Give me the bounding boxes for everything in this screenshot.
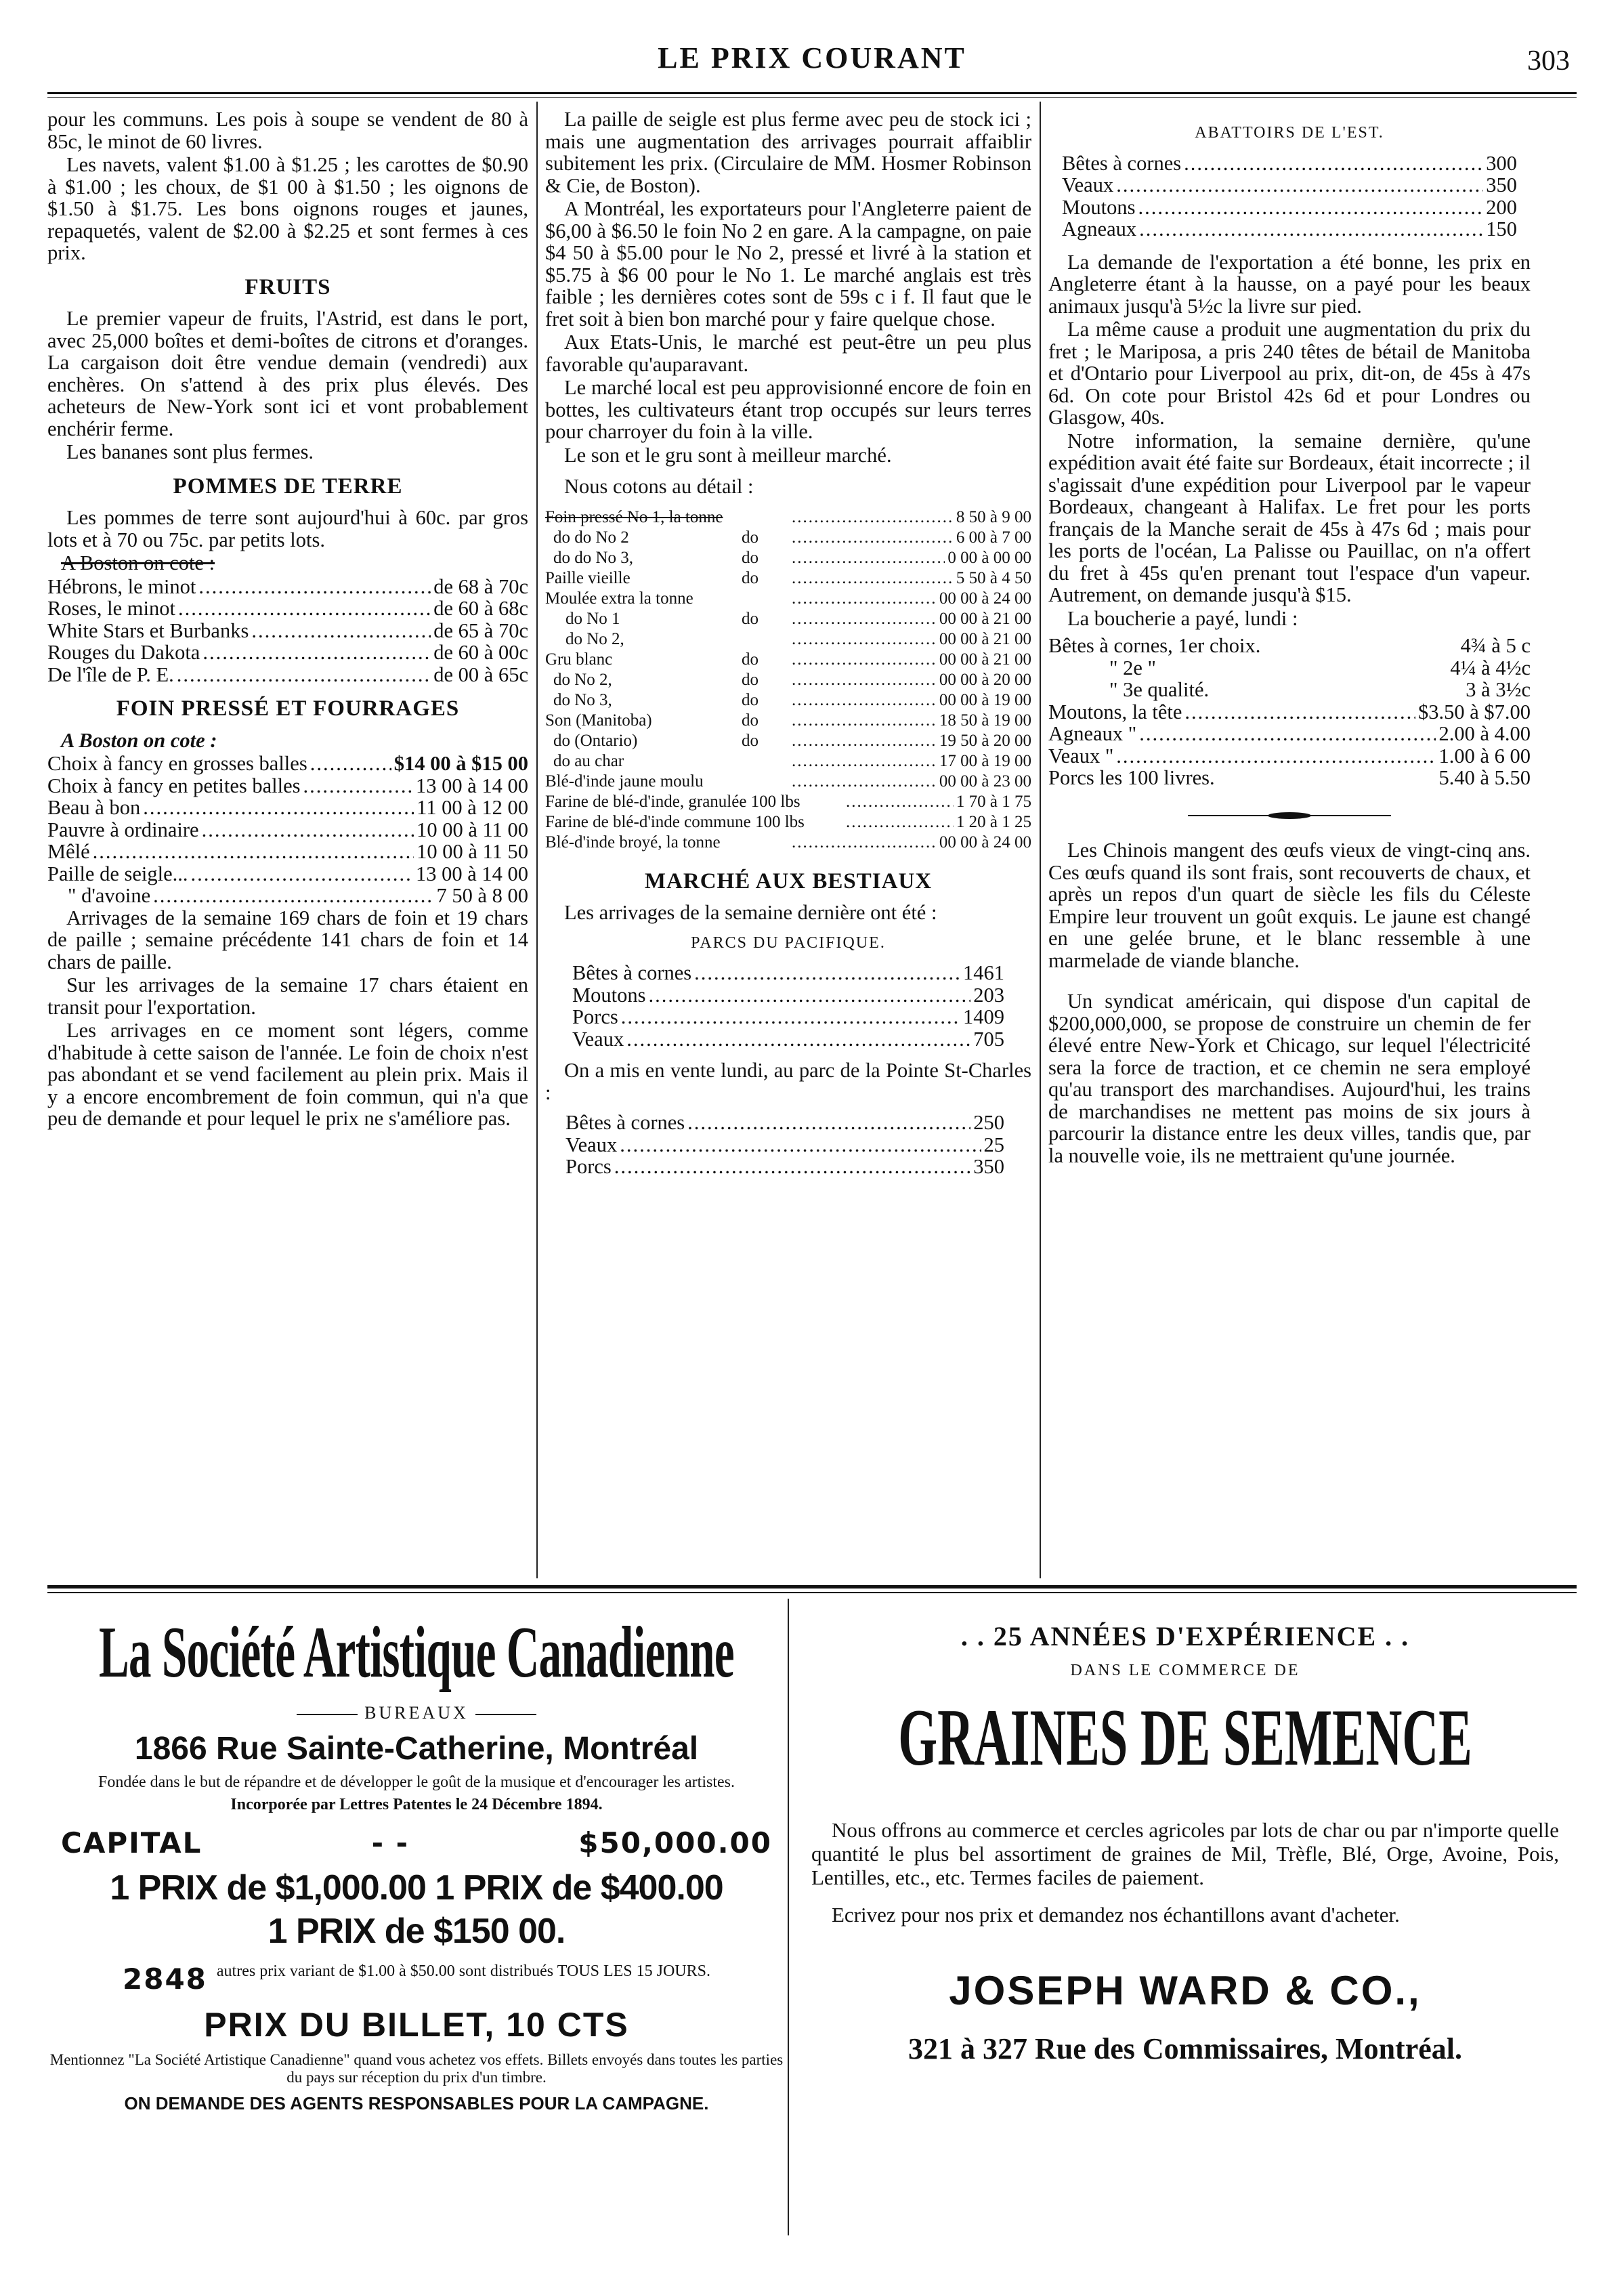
ad-incorporated: Incorporée par Lettres Patentes le 24 Décembre 1894. [230,1796,603,1813]
paragraph: Les arrivages en ce moment sont légers, comme d'habitude à cette saison de l'année. Le foin de choix n'est pas abondant et se vend facilement au plein prix. Mais il y a encore encombrement de foin commun, qui n'a que peu de demande et pour lequel le prix ne s'améliore pas. [47,1019,528,1130]
abattoirs-table [1048,152,1531,240]
paragraph: Arrivages de la semaine 169 chars de foin et 19 chars de paille ; semaine précédente 141 chars de foin et 14 chars de paille. [47,906,528,973]
ad-company-address: 321 à 327 Rue des Commissaires, Montréal. [908,2032,1462,2065]
ad-address: 1866 Rue Sainte-Catherine, Montréal [134,1731,699,1767]
subheading-parcs: PARCS DU PACIFIQUE. [691,933,886,952]
ad-ticket-price: PRIX DU BILLET, 10 CTS [204,2006,629,2044]
table-row: do No 2, ..... 00 00 à 21 00 [545,629,1031,650]
ad-founded: Fondée dans le but de répandre et de développer le goût de la musique et d'encourager les artistes. [98,1773,735,1791]
table-row: " 3e qualité. 3 à 3½c [1109,678,1531,701]
price-row: Mêlé ..... 10 00 à 11 50 [47,841,528,863]
ad-distribution: 2848 autres prix variant de $1.00 à $50.00 sont distribués TOUS LES 15 JOURS. [123,1962,710,1996]
table-row: Farine de blé-d'inde, granulée 100 lbs ..... 1 70 à 1 75 [545,792,1031,812]
table-row: Porcs les 100 livres. 5.40 à 5.50 [1048,766,1531,789]
price-row: De l'île de P. E. ..... de 00 à 65c [47,664,528,686]
paragraph: On a mis en vente lundi, au parc de la Pointe St-Charles : [545,1059,1031,1104]
table-row: " 2e " 4¼ à 4½c [1109,656,1531,679]
paragraph: Le son et le gru sont à meilleur marché. [564,443,892,467]
table-row: do au char ..... 17 00 à 19 00 [545,751,1031,772]
header-rule-thin [47,97,1577,98]
paragraph: pour les communs. Les pois à soupe se vendent de 80 à 85c, le minot de 60 livres. [47,108,528,153]
ornament-divider [1048,803,1531,825]
ornament-rule-icon [1188,811,1391,820]
ad-bureaux: BUREAUX [47,1703,786,1723]
paragraph: Les arrivages de la semaine dernière ont été : [564,901,937,924]
table-row: Paille vieille do ..... 5 50 à 4 50 [545,568,1031,589]
price-row: Choix à fancy en grosses balles ..... $14 00 à $15 00 [47,753,528,775]
column-1 [47,108,528,1131]
section-heading-bestiaux: MARCHÉ AUX BESTIAUX [644,868,933,893]
table-row: Foin pressé No 1, la tonne ..... 8 50 à 9 00 [545,507,1031,528]
ad-agents: ON DEMANDE DES AGENTS RESPONSABLES POUR LA CAMPAGNE. [124,2093,709,2113]
ad-graines-semence [792,1612,1578,2235]
ad-offer: Nous offrons au commerce et cercles agricoles par lots de char ou par n'importe quelle quantité le plus bel assortiment de graines de Mil, Trèfle, Blé, Orge, Avoine, Pois, Lentilles, etc., etc. Termes faciles de paiement. [811,1818,1559,1889]
journal-title: LE PRIX COURANT [658,41,966,75]
pointe-table [545,1105,1031,1178]
price-row: Hébrons, le minot ..... de 68 à 70c [47,576,528,598]
column-divider [536,102,538,1578]
price-row: Paille de seigle... ..... 13 00 à 14 00 [47,863,528,885]
detail-price-table [545,507,1031,853]
table-row: Porcs ..... 350 [565,1156,1004,1178]
ad-years: . . 25 ANNÉES D'EXPÉRIENCE . . [960,1621,1410,1652]
paragraph: Nous cotons au détail : [564,475,754,498]
column-2 [545,108,1031,1178]
page-header [47,35,1577,89]
table-row: do do No 3, do ..... 0 00 à 00 00 [545,548,1031,568]
table-row: Porcs ..... 1409 [572,1006,1004,1028]
price-row: Roses, le minot ..... de 60 à 68c [47,597,528,620]
paragraph: Le marché local est peu approvisionné encore de foin en bottes, les cultivateurs étant trop occupés sur leurs terres pour charroyer du foin à la ville. [545,376,1031,443]
table-row: Bêtes à cornes ..... 300 [1062,152,1517,175]
paragraph: Un syndicat américain, qui dispose d'un capital de $200,000,000, se propose de construire un chemin de fer élevé entre New-York et Chicago, sur lequel l'électricité sera la force de traction, et ce chemin ne sera employé qu'au transport des marchandises. Aujourd'hui, les trains de marchandises ne mettent pas moins de six jours à parcourir la distance entre les deux villes, tandis que, par la nouvelle voie, ils ne mettraient qu'une journée. [1048,990,1531,1167]
table-row: Moutons ..... 203 [572,984,1004,1007]
price-row: Pauvre à ordinaire ..... 10 00 à 11 00 [47,819,528,841]
table-row: Agneaux ..... 150 [1062,218,1517,240]
ad-capital: CAPITAL - - $50,000.00 [61,1826,772,1859]
paragraph: Aux Etats-Unis, le marché est peut-être un peu plus favorable qu'auparavant. [545,331,1031,376]
parcs-table [545,962,1031,1050]
paragraph: Sur les arrivages de la semaine 17 chars étaient en transit pour l'exportation. [47,973,528,1019]
table-row: do do No 2 do ..... 6 00 à 7 00 [545,528,1031,548]
boston-label: A Boston on cote : [61,728,217,752]
price-row: " d'avoine ..... 7 50 à 8 00 [47,885,528,907]
table-row: do No 1 do ..... 00 00 à 21 00 [545,609,1031,629]
subheading-abattoirs: ABATTOIRS DE L'EST. [1195,124,1384,142]
ad-dans: DANS LE COMMERCE DE [1070,1662,1300,1679]
section-heading-foin: FOIN PRESSÉ ET FOURRAGES [116,696,460,721]
table-row: Moutons, la tête ..... $3.50 à $7.00 [1048,701,1531,723]
boston-label: A Boston on cote : [61,551,215,574]
section-heading-pommes: POMMES DE TERRE [173,474,403,499]
ad-graines: GRAINES DE SEMENCE [898,1692,1472,1782]
ad-name: La Société Artistique Canadienne [98,1612,735,1693]
header-rule [47,92,1577,94]
ad-mention: Mentionnez "La Société Artistique Canadienne" quand vous achetez vos effets. Billets envoyés dans toutes les parties du pays sur réception du prix d'un timbre. [49,2051,784,2086]
table-row: Bêtes à cornes ..... 250 [565,1112,1004,1134]
table-row: Farine de blé-d'inde commune 100 lbs ..... 1 20 à 1 25 [545,812,1031,833]
table-row: Bêtes à cornes, 1er choix. 4¾ à 5 c [1048,634,1531,657]
price-row: Beau à bon ..... 11 00 à 12 00 [47,797,528,819]
column-divider [1040,102,1041,1578]
paragraph: La paille de seigle est plus ferme avec peu de stock ici ; mais une augmentation des arrivages pourrait affaiblir subitement les prix. (Circulaire de MM. Hosmer Robinson & Cie, de Boston). [545,108,1031,197]
ad-rule-thick [47,1585,1577,1589]
table-row: Moutons ..... 200 [1062,196,1517,219]
table-row: Veaux " ..... 1.00 à 6 00 [1048,745,1531,767]
price-row: Choix à fancy en petites balles ..... 13 00 à 14 00 [47,775,528,797]
paragraph: La boucherie a payé, lundi : [1067,606,1298,630]
paragraph: La demande de l'exportation a été bonne, les prix en Angleterre étant à la hausse, on a payé pour les beaux animaux jusqu'à 5½c la livre sur pied. [1048,250,1531,318]
price-row: Rouges du Dakota ..... de 60 à 00c [47,641,528,664]
paragraph: Le premier vapeur de fruits, l'Astrid, est dans le port, avec 25,000 boîtes et demi-boîtes de citrons et d'oranges. La cargaison doit être vendue demain (vendredi) aux enchères. On s'attend à des prix plus élevés. Des acheteurs de New-York sont ici et vont probablement enchérir ferme. [47,307,528,440]
ad-prize-3: 1 PRIX de $150 00. [268,1912,565,1951]
paragraph: A Montréal, les exportateurs pour l'Angleterre paient de $6,00 à $6.50 le foin No 2 en gare. A la campagne, on paie $4 50 à $5.00 pour le No 2, pressé et livré à la station et $5.75 à $6 00 pour le No 1. Le marché anglais est très faible ; les dernières cotes sont de 59s c i f. Il faut que le fret soit à bien bon marché pour y faire quelque chose. [545,197,1031,331]
paragraph: Les Chinois mangent des œufs vieux de vingt-cinq ans. Ces œufs quand ils sont frais, sont recouverts de chaux, et après un repos d'un quart de siècle les fils du Céleste Empire leur trouvent un goût exquis. Le jaune est changé en une gelée brune, et le blanc ressemble à une marmelade de viande blanche. [1048,839,1531,972]
paragraph: La même cause a produit une augmentation du prix du fret ; le Mariposa, a pris 240 têtes de bétail de Manitoba et d'Ontario pour Liverpool au prix, dit-on, de 45s à 47s 6d. On cote pour Bristol 42s 6d et pour Londres ou Glasgow, 40s. [1048,318,1531,429]
paragraph: Les bananes sont plus fermes. [66,440,314,463]
ad-ecrivez: Ecrivez pour nos prix et demandez nos échantillons avant d'acheter. [832,1903,1400,1927]
table-row: Veaux ..... 25 [565,1134,1004,1156]
table-row: Veaux ..... 350 [1062,174,1517,196]
table-row: do No 3, do ..... 00 00 à 19 00 [545,690,1031,711]
table-row: Veaux ..... 705 [572,1028,1004,1051]
page-number: 303 [1527,45,1570,77]
ad-company: JOSEPH WARD & CO., [949,1968,1422,2013]
ad-prizes: 1 PRIX de $1,000.00 1 PRIX de $400.00 [110,1868,723,1908]
boucherie-table [1048,635,1531,789]
table-row: Gru blanc do ..... 00 00 à 21 00 [545,650,1031,670]
table-row: Son (Manitoba) do ..... 18 50 à 19 00 [545,711,1031,731]
paragraph: Les pommes de terre sont aujourd'hui à 60c. par gros lots et à 70 ou 75c. par petits lots. [47,506,528,551]
price-row: White Stars et Burbanks ..... de 65 à 70c [47,620,528,642]
hay-prices [47,753,528,907]
column-3 [1048,108,1531,1168]
table-row: Agneaux " ..... 2.00 à 4.00 [1048,723,1531,745]
potato-prices [47,576,528,686]
ad-rule-thin [47,1592,1577,1593]
table-row: do (Ontario) do ..... 19 50 à 20 00 [545,731,1031,751]
ad-societe-artistique [47,1612,786,2235]
table-row: Bêtes à cornes ..... 1461 [572,962,1004,984]
paragraph: Notre information, la semaine dernière, qu'une expédition avait été faite sur Bordeaux, était incorrecte ; il s'agissait d'une expédition pour Liverpool par le vapeur Bordeaux, changeant à Halifax. Le fret pour les ports français de la Manche serait de 45s à 47s 6d ; mais pour les ports de l'océan, La Palisse ou Pauillac, on n'a offert du fret à 45s qu'en prenant tout l'espace d'un vapeur. Autrement, on demande jusqu'à $15. [1048,429,1531,606]
table-row: do No 2, do ..... 00 00 à 20 00 [545,670,1031,690]
table-row: Moulée extra la tonne ..... 00 00 à 24 00 [545,589,1031,609]
paragraph: Les navets, valent $1.00 à $1.25 ; les carottes de $0.90 à $1.00 ; les choux, de $1 00 à $1.50 ; les oignons de $1.50 à $1.75. Les bons oignons rouges et jaunes, repaquetés, valent de $2.00 à $2.25 et sont fermes à ces prix. [47,153,528,264]
section-heading-fruits: FRUITS [244,274,331,299]
table-row: Blé-d'inde broyé, la tonne ..... 00 00 à 24 00 [545,833,1031,853]
table-row: Blé-d'inde jaune moulu ..... 00 00 à 23 00 [545,772,1031,792]
